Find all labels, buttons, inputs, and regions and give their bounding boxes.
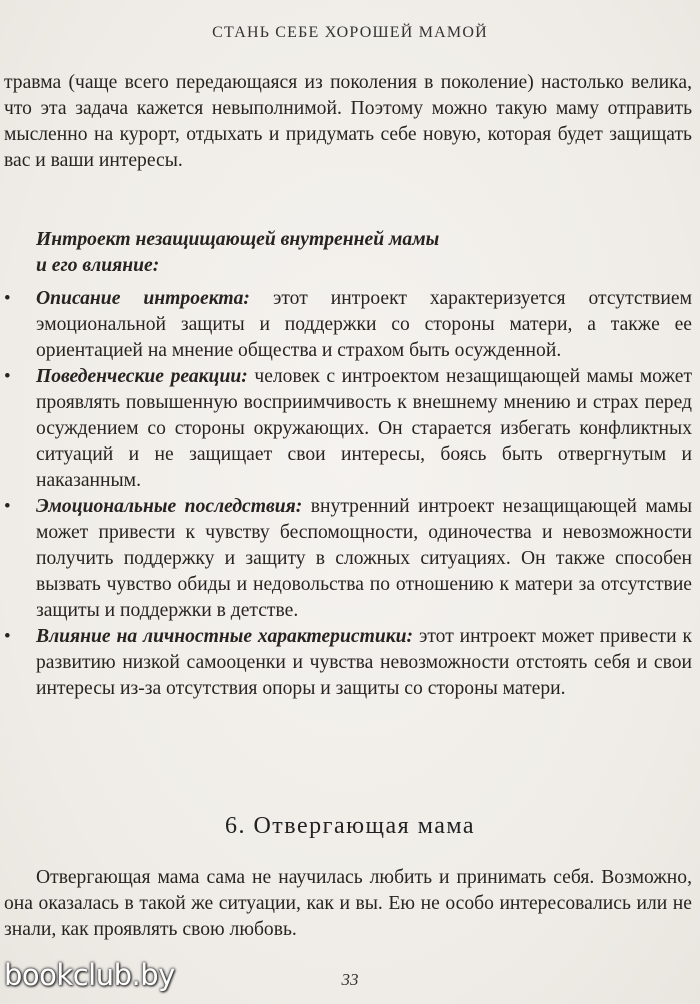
watermark-logo: bookclub.by — [4, 958, 175, 992]
bullet-item — [0, 364, 692, 494]
chapter-heading: 6. Отвергающая мама — [224, 813, 476, 839]
bullet-term: Влияние на личностные характеристики: — [36, 626, 414, 647]
section-heading — [36, 227, 656, 279]
intro-paragraph-text: травма (чаще всего передающаяся из поколения в поколение) настолько велика, что эта задача кажется невыполнимой. Поэтому можно такую маму отправить мысленно на курорт, отдыхать и придумать себе новую, которая будет защищать вас и ваши интересы. — [4, 72, 692, 171]
bullet-term: Поведенческие реакции: — [36, 366, 248, 387]
bullet-text: этот интроект характеризуется отсутствием эмоциональной защиты и поддержки со стороны матери, а также ее ориентацией на мнение общества и страхом быть осужденной. — [36, 288, 692, 361]
bullet-marker: • — [4, 626, 11, 647]
bullet-marker: • — [4, 288, 11, 309]
closing-paragraph — [4, 865, 692, 943]
running-head: СТАНЬ СЕБЕ ХОРОШЕЙ МАМОЙ — [212, 24, 488, 41]
section-heading-line-2: и его влияние: — [36, 255, 160, 276]
section-heading-line-1: Интроект незащищающей внутренней мамы — [36, 229, 440, 250]
bullet-text: внутренний интроект незащищающей мамы может привести к чувству беспомощности, одиночества и невозможности получить поддержку и защиту в сложных ситуациях. Он также способен вызвать чувство обиды и недовольства по отношению к матери за отсутствие защиты и поддержки в детстве. — [36, 496, 692, 621]
page-number: 33 — [341, 970, 359, 989]
bullet-marker: • — [4, 366, 11, 387]
bullet-item — [0, 624, 692, 702]
bullet-item — [0, 494, 692, 624]
bullet-marker: • — [4, 496, 11, 517]
bullet-term: Эмоциональные последствия: — [36, 496, 303, 517]
closing-paragraph-text: Отвергающая мама сама не научилась любить и принимать себя. Возможно, она оказалась в такой же ситуации, как и вы. Ею не особо интересовались или не знали, как проявлять свою любовь. — [4, 867, 692, 940]
intro-paragraph — [4, 70, 692, 174]
bullet-text: человек с интроектом незащищающей мамы может проявлять повышенную восприимчивость к внешнему мнению и страх перед осуждением со стороны окружающих. Он старается избегать конфликтных ситуаций и не защищает свои интересы, боясь быть отвергнутым и наказанным. — [36, 366, 693, 491]
bullet-item — [0, 286, 692, 364]
bullet-term: Описание интроекта: — [36, 288, 250, 309]
bullet-text: этот интроект может привести к развитию низкой самооценки и чувства невозможности отстоять себя и свои интересы из-за отсутствия опоры и защиты со стороны матери. — [36, 626, 692, 699]
bullet-list — [0, 286, 700, 702]
